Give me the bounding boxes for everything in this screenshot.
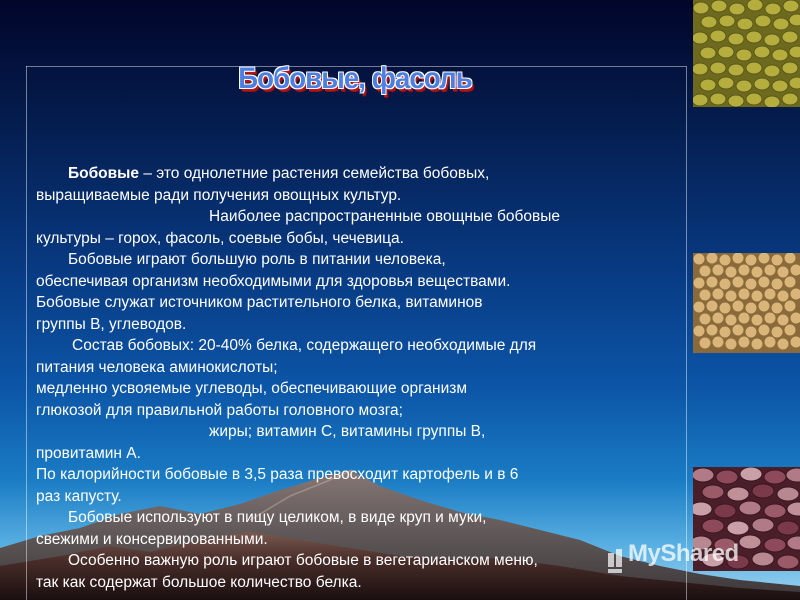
text-line [36,314,686,336]
text-line [36,271,686,293]
frame-left-line [26,66,27,600]
text-span: Бобовые играют большую роль в питании человека, [68,251,446,268]
text-span: выращиваемые ради получения овощных культур. [36,186,402,204]
text-line [36,292,686,314]
text-span: культуры – горох, фасоль, соевые бобы, чечевица. [36,229,404,247]
text-line [36,335,686,357]
text-span: группы В, углеводов. [36,315,187,333]
text-span: глюкозой для правильной работы головного мозга; [36,401,403,419]
text-line [36,163,686,185]
text-line [36,400,686,422]
text-bold-term: Бобовые [68,165,140,182]
text-line [36,185,686,207]
text-span: Наиболее распространенные овощные бобовые [209,208,560,225]
text-span: свежими и консервированными. [36,530,268,548]
chickpeas-photo [693,253,800,353]
text-line [36,507,686,529]
text-line [36,421,686,443]
text-span: Бобовые используют в пищу целиком, в виде круп и муки, [68,509,487,526]
text-line [36,443,686,465]
text-span: питания человека аминокислоты; [36,358,278,376]
text-line [36,228,686,250]
slide-body-text [36,163,686,593]
frame-right-line [686,66,687,600]
text-line [36,550,686,572]
text-line [36,378,686,400]
text-span: провитамин А. [36,444,141,462]
text-line [36,206,686,228]
text-span: По калорийности бобовые в 3,5 раза превосходит картофель и в 6 [36,466,519,483]
text-line [36,572,686,594]
text-span: Особенно важную роль играют бобовые в вегетарианском меню, [68,552,538,569]
slide-title: Бобовые, фасоль [238,62,472,95]
text-span: обеспечивая организм необходимыми для здоровья веществами. [36,272,511,290]
text-span: Бобовые служат источником растительного белка, витаминов [36,294,483,311]
text-line [36,249,686,271]
text-span: Состав бобовых: 20-40% белка, содержащего необходимые для [72,337,537,354]
text-span: жиры; витамин С, витамины группы В, [209,423,486,440]
text-line [36,486,686,508]
watermark: MyShared [628,540,739,567]
text-line [36,357,686,379]
text-line [36,529,686,551]
text-span: так как содержат большое количество белка. [36,573,362,591]
text-span: медленно усвояемые углеводы, обеспечивающие организм [36,380,468,397]
mung-beans-photo [693,0,800,107]
text-span: – это однолетние растения семейства бобовых, [139,165,490,182]
text-span: раз капусту. [36,487,122,505]
text-line [36,464,686,486]
